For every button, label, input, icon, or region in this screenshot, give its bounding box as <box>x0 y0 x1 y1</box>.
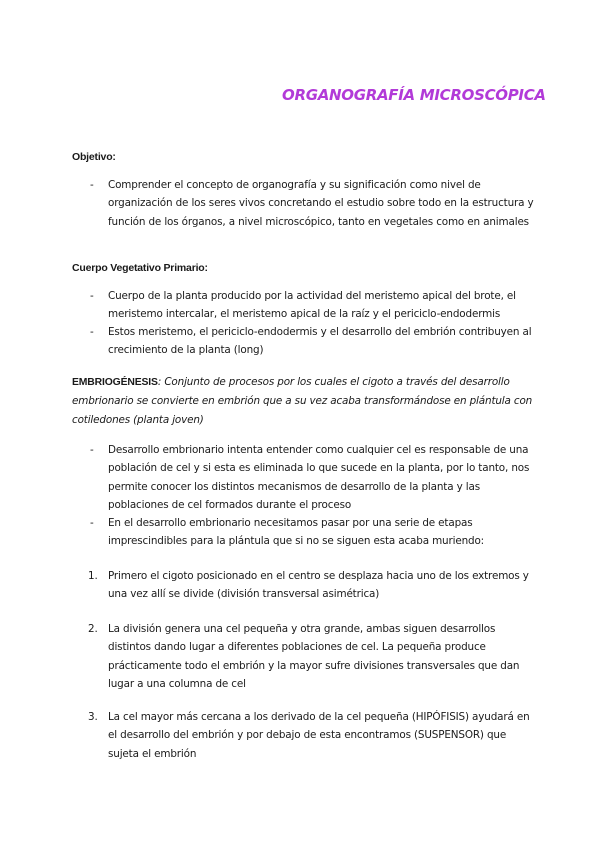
embryogenesis-term: EMBRIOGÉNESIS <box>72 377 158 388</box>
step-number: 3. <box>88 711 98 723</box>
step-number: 1. <box>88 570 98 582</box>
bullet-marker: - <box>90 444 94 456</box>
vegetative-body-item-text: Cuerpo de la planta producido por la actividad del meristemo apical del brote, el meristemo intercalar, el meristemo apical de la raíz y el periciclo-endodermis <box>108 290 516 321</box>
development-item <box>90 441 538 514</box>
objective-item <box>90 176 538 231</box>
vegetative-body-heading: Cuerpo Vegetativo Primario: <box>72 262 208 274</box>
objective-heading: Objetivo: <box>72 151 116 163</box>
embryogenesis-paragraph <box>72 373 542 429</box>
bullet-marker: - <box>90 290 94 302</box>
page-title: ORGANOGRAFÍA MICROSCÓPICA <box>282 86 546 104</box>
development-item <box>90 514 538 551</box>
vegetative-body-item <box>90 323 538 360</box>
step-item <box>88 620 538 693</box>
step-text: La cel mayor más cercana a los derivado de la cel pequeña (HIPÓFISIS) ayudará en el desarrollo del embrión y por debajo de esta encontramos (SUSPENSOR) que sujeta el embrión <box>108 711 530 760</box>
vegetative-body-item-text: Estos meristemo, el periciclo-endodermis y el desarrollo del embrión contribuyen al crecimiento de la planta (long) <box>108 326 532 357</box>
objective-item-text: Comprender el concepto de organografía y su significación como nivel de organización de los seres vivos concretando el estudio sobre todo en la estructura y función de los órganos, a nivel microscópico, tanto en vegetales como en animales <box>108 179 534 228</box>
step-text: La división genera una cel pequeña y otra grande, ambas siguen desarrollos distintos dando lugar a diferentes poblaciones de cel. La pequeña produce prácticamente todo el embrión y la mayor sufre divisiones transversales que dan lugar a una columna de cel <box>108 623 520 690</box>
bullet-marker: - <box>90 179 94 191</box>
development-item-text: Desarrollo embrionario intenta entender como cualquier cel es responsable de una población de cel y si esta es eliminada lo que sucede en la planta, por lo tanto, nos permite conocer los distintos mecanismos de desarrollo de la planta y las poblaciones de cel formados durante el proceso <box>108 444 530 511</box>
embryogenesis-definition: : Conjunto de procesos por los cuales el cigoto a través del desarrollo embrionario se convierte en embrión que a su vez acaba transformándose en plántula con cotiledones (planta joven) <box>72 376 533 426</box>
bullet-marker: - <box>90 517 94 529</box>
vegetative-body-item <box>90 287 538 324</box>
development-item-text: En el desarrollo embrionario necesitamos pasar por una serie de etapas imprescindibles para la plántula que si no se siguen esta acaba muriendo: <box>108 517 485 548</box>
step-item <box>88 567 538 604</box>
step-text: Primero el cigoto posicionado en el centro se desplaza hacia uno de los extremos y una vez allí se divide (división transversal asimétrica) <box>108 570 529 601</box>
step-number: 2. <box>88 623 98 635</box>
bullet-marker: - <box>90 326 94 338</box>
step-item <box>88 708 538 763</box>
